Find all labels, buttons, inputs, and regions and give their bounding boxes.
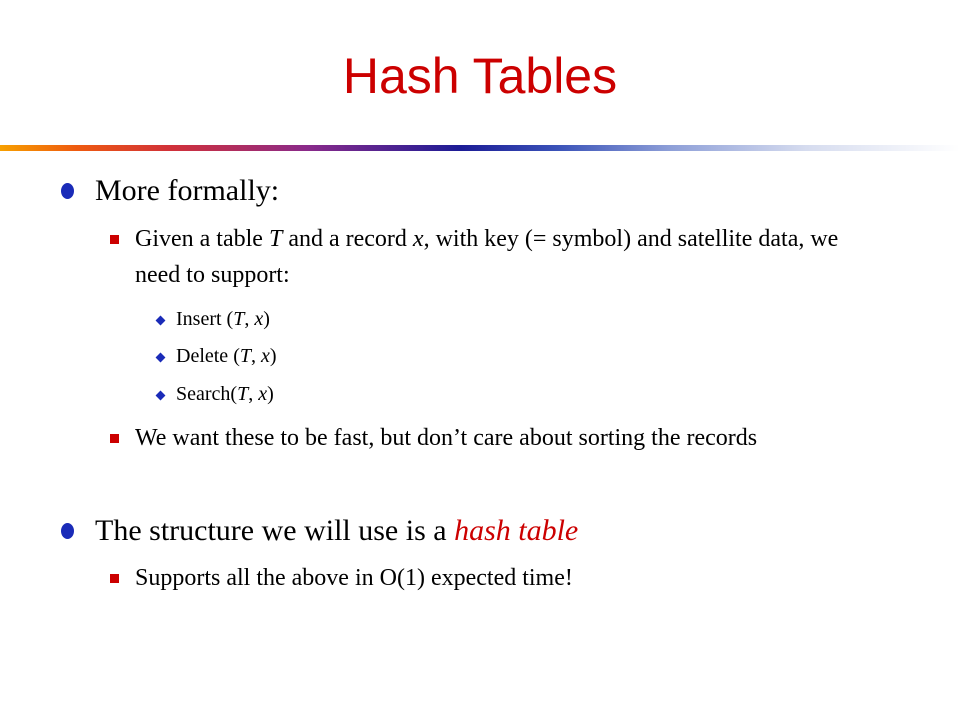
given-record-var: x [412,226,424,252]
op-search [176,381,274,407]
structure-text: The structure we will use is a [95,514,455,547]
op-insert-table: T [233,308,245,330]
bullet-structure [95,513,578,549]
op-insert-name: Insert ( [176,308,234,330]
given-text-3: , with key (= symbol) and satellite data, we need to support: [135,226,839,288]
diamond-bullet-icon [156,391,166,401]
op-delete-sep: , [250,345,261,367]
op-search-table: T [237,383,249,405]
bullet-fast: We want these to be fast, but don’t care about sorting the records [135,425,758,451]
bullet-given-table [135,221,875,293]
diamond-bullet-icon [156,353,166,363]
given-table-var: T [268,226,283,252]
op-delete-close: ) [269,345,277,367]
round-bullet-icon [61,183,74,199]
op-delete [176,343,277,369]
given-text-1: Given a table [135,226,269,252]
given-text-2: and a record [282,226,413,252]
round-bullet-icon [61,523,74,539]
op-search-record: x [258,383,268,405]
op-delete-table: T [239,345,251,367]
op-delete-record: x [260,345,270,367]
op-insert-record: x [254,308,264,330]
op-search-sep: , [248,383,259,405]
op-insert-sep: , [244,308,255,330]
square-bullet-icon [110,574,119,583]
square-bullet-icon [110,434,119,443]
op-delete-name: Delete ( [176,345,240,367]
op-search-close: ) [267,383,274,405]
op-search-name: Search( [176,383,238,405]
slide-title: Hash Tables [342,48,618,104]
op-insert-close: ) [263,308,270,330]
diamond-bullet-icon [156,316,166,326]
square-bullet-icon [110,235,119,244]
bullet-more-formally: More formally: [95,174,280,207]
hash-table-emphasis: hash table [454,514,579,547]
op-insert [176,306,270,332]
bullet-supports: Supports all the above in O(1) expected time! [135,565,573,591]
